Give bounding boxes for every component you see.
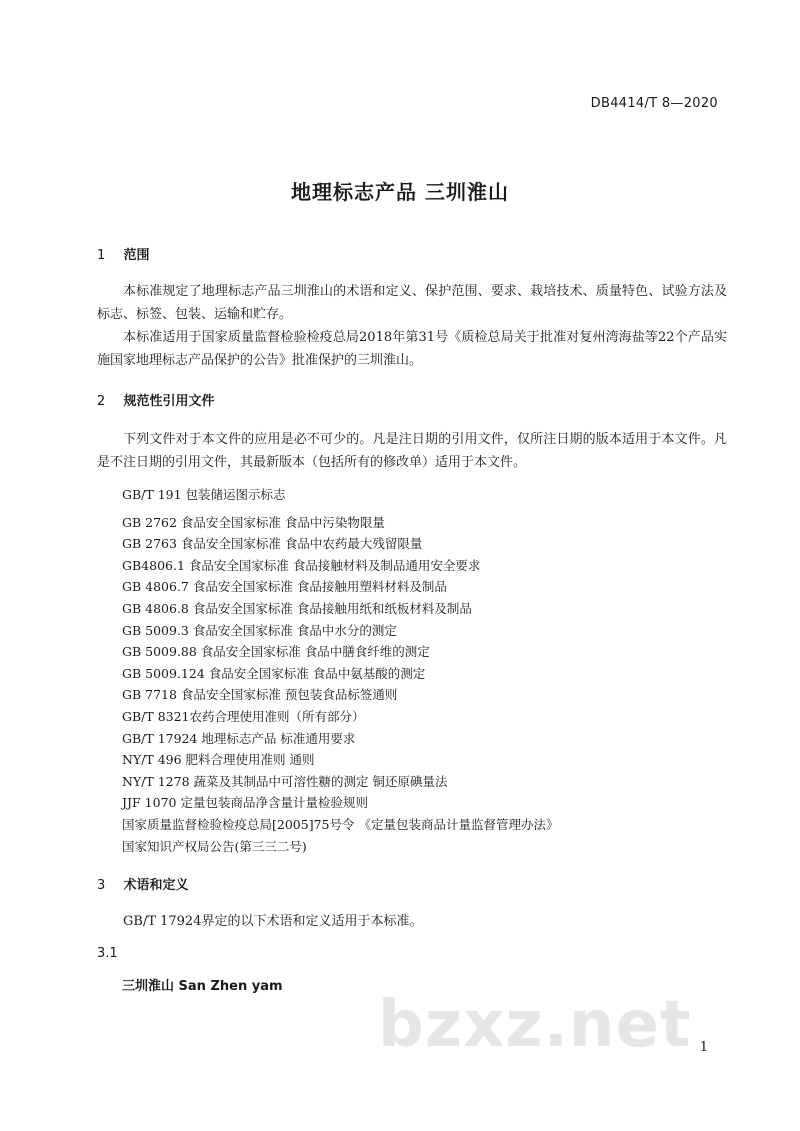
watermark: bzxz.net <box>378 988 692 1062</box>
term-entry: 三圳淮山 San Zhen yam <box>122 979 283 994</box>
section-number: 3 <box>97 878 106 893</box>
reference-item: 国家知识产权局公告(第三三二号) <box>122 838 307 854</box>
reference-item: GB 7718 食品安全国家标准 预包装食品标签通则 <box>122 687 398 703</box>
scope-paragraph-1: 本标准规定了地理标志产品三圳淮山的术语和定义、保护范围、要求、栽培技术、质量特色、试验方法及标志、标签、包装、运输和贮存。 <box>97 284 727 322</box>
section-number: 2 <box>97 394 106 409</box>
page-number: 1 <box>699 1040 708 1055</box>
reference-item: JJF 1070 定量包装商品净含量计量检验规则 <box>122 795 368 811</box>
reference-list <box>122 484 558 857</box>
reference-item: 国家质量监督检验检疫总局[2005]75号令 《定量包装商品计量监督管理办法》 <box>122 816 559 832</box>
section-3-heading <box>97 874 189 893</box>
terms-intro-paragraph: GB/T 17924界定的以下术语和定义适用于本标准。 <box>123 914 423 929</box>
reference-item: GB4806.1 食品安全国家标准 食品接触材料及制品通用安全要求 <box>122 557 481 573</box>
reference-item: NY/T 496 肥料合理使用准则 通则 <box>122 752 315 768</box>
section-title: 术语和定义 <box>123 878 189 893</box>
reference-item: GB 4806.7 食品安全国家标准 食品接触用塑料材料及制品 <box>122 579 447 595</box>
reference-item: GB 5009.88 食品安全国家标准 食品中膳食纤维的测定 <box>122 644 430 660</box>
reference-item: GB 5009.124 食品安全国家标准 食品中氨基酸的测定 <box>122 665 426 681</box>
section-2-heading <box>97 390 215 409</box>
section-title: 范围 <box>123 248 150 263</box>
clause-number: 3.1 <box>97 946 118 961</box>
scope-paragraph-2: 本标准适用于国家质量监督检验检疫总局2018年第31号《质检总局关于批准对复州湾海盐等22个产品实施国家地理标志产品保护的公告》批准保护的三圳淮山。 <box>97 330 727 368</box>
reference-item: GB 2762 食品安全国家标准 食品中污染物限量 <box>122 514 385 530</box>
reference-item: GB/T 17924 地理标志产品 标准通用要求 <box>122 730 356 746</box>
reference-item: GB 5009.3 食品安全国家标准 食品中水分的测定 <box>122 622 397 638</box>
normative-intro-paragraph: 下列文件对于本文件的应用是必不可少的。凡是注日期的引用文件，仅所注日期的版本适用于本文件。凡是不注日期的引用文件，其最新版本（包括所有的修改单）适用于本文件。 <box>97 432 727 470</box>
reference-item: GB/T 191 包装储运图示标志 <box>122 487 286 502</box>
reference-item: GB 4806.8 食品安全国家标准 食品接触用纸和纸板材料及制品 <box>122 600 472 616</box>
standard-code: DB4414/T 8—2020 <box>590 96 718 111</box>
section-title: 规范性引用文件 <box>123 394 215 409</box>
reference-item: NY/T 1278 蔬菜及其制品中可溶性糖的测定 铜还原碘量法 <box>122 773 448 789</box>
reference-item: GB/T 8321农药合理使用准则（所有部分） <box>122 708 365 724</box>
reference-item: GB 2763 食品安全国家标准 食品中农药最大残留限量 <box>122 536 423 552</box>
section-1-heading <box>97 244 150 263</box>
section-number: 1 <box>97 248 106 263</box>
document-title: 地理标志产品 三圳淮山 <box>291 180 509 204</box>
